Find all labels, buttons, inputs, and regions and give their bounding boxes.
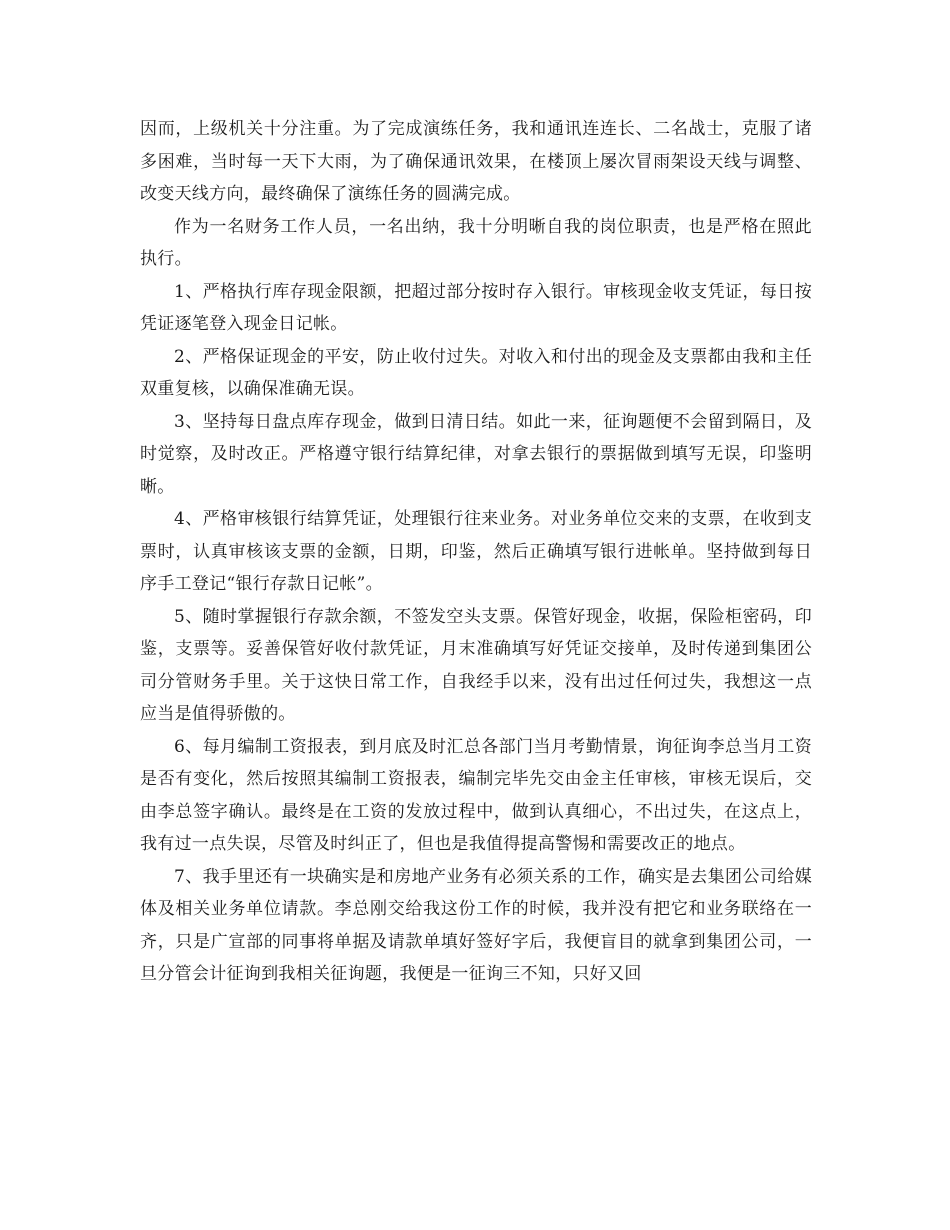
paragraph-8: 6、每月编制工资报表，到月底及时汇总各部门当月考勤情景，询征询李总当月工资是否有变化，然后按照其编制工资报表，编制完毕先交由金主任审核，审核无误后，交由李总签字确认。最终是在工资的发放过程中，做到认真细心，不出过失，在这点上，我有过一点失误，尽管及时纠正了，但也是我值得提高警惕和需要改正的地点。 <box>140 736 812 854</box>
paragraph-1: 因而，上级机关十分注重。为了完成演练任务，我和通讯连连长、二名战士，克服了诸多困难，当时每一天下大雨，为了确保通讯效果，在楼顶上屡次冒雨架设天线与调整、改变天线方向，最终确保了演练任务的圆满完成。 <box>140 119 812 204</box>
paragraph-7: 5、随时掌握银行存款余额，不签发空头支票。保管好现金，收据，保险柜密码，印鉴，支票等。妥善保管好收付款凭证，月末准确填写好凭证交接单，及时传递到集团公司分管财务手里。关于这快日常工作，自我经手以来，没有出过任何过失，我想这一点应当是值得骄傲的。 <box>140 606 812 724</box>
document-body <box>140 113 812 991</box>
paragraph-9: 7、我手里还有一块确实是和房地产业务有必须关系的工作，确实是去集团公司给媒体及相关业务单位请款。李总刚交给我这份工作的时候，我并没有把它和业务联络在一齐，只是广宣部的同事将单据及请款单填好签好字后，我便盲目的就拿到集团公司，一旦分管会计征询到我相关征询题，我便是一征询三不知，只好又回 <box>140 866 812 984</box>
paragraph-6: 4、严格审核银行结算凭证，处理银行往来业务。对业务单位交来的支票，在收到支票时，认真审核该支票的金额，日期，印鉴，然后正确填写银行进帐单。坚持做到每日序手工登记“银行存款日记帐”。 <box>140 509 812 594</box>
paragraph-4: 2、严格保证现金的平安，防止收付过失。对收入和付出的现金及支票都由我和主任双重复核，以确保准确无误。 <box>140 346 812 399</box>
paragraph-3: 1、严格执行库存现金限额，把超过部分按时存入银行。审核现金收支凭证，每日按凭证逐笔登入现金日记帐。 <box>140 281 812 334</box>
paragraph-5: 3、坚持每日盘点库存现金，做到日清日结。如此一来，征询题便不会留到隔日，及时觉察，及时改正。严格遵守银行结算纪律，对拿去银行的票据做到填写无误，印鉴明晰。 <box>140 411 812 497</box>
paragraph-2: 作为一名财务工作人员，一名出纳，我十分明晰自我的岗位职责，也是严格在照此执行。 <box>140 216 812 269</box>
